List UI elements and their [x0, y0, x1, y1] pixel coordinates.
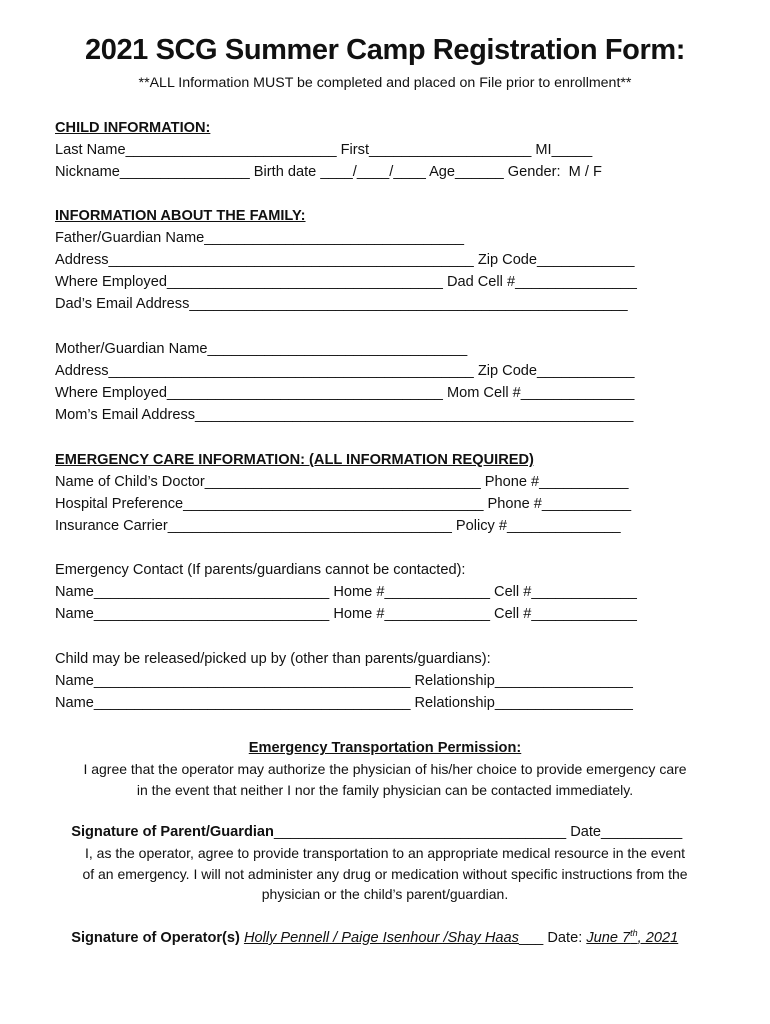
transport-text-line-1: I agree that the operator may authorize the physician of his/her choice to provide emergency care	[83, 761, 687, 777]
family-information-heading: INFORMATION ABOUT THE FAMILY:	[55, 208, 306, 224]
hospital-line[interactable]: Hospital Preference_____________________________________ Phone #___________	[55, 496, 632, 512]
emergency-care-section	[55, 449, 715, 537]
operator-statement	[0, 843, 770, 905]
operator-names: Holly Pennell / Paige Isenhour /Shay Haas	[243, 930, 519, 946]
mother-email-line[interactable]: Mom’s Email Address______________________________________________________	[55, 407, 634, 423]
emergency-contact-1-line[interactable]: Name_____________________________ Home #_____________ Cell #_____________	[55, 584, 637, 600]
operator-date-year: , 2021	[637, 930, 679, 946]
transport-permission-section	[0, 737, 770, 800]
form-title: 2021 SCG Summer Camp Registration Form:	[85, 34, 685, 66]
insurance-line[interactable]: Insurance Carrier___________________________________ Policy #______________	[55, 518, 621, 534]
father-name-line[interactable]: Father/Guardian Name________________________________	[55, 230, 464, 246]
mother-name-line[interactable]: Mother/Guardian Name________________________________	[55, 341, 468, 357]
operator-date-suffix: th	[630, 928, 638, 939]
form-subtitle: **ALL Information MUST be completed and placed on File prior to enrollment**	[138, 75, 632, 91]
father-employed-line[interactable]: Where Employed__________________________________ Dad Cell #_______________	[55, 274, 637, 290]
operator-text-line-3: physician or the child’s parent/guardian.	[261, 886, 509, 902]
child-information-section	[55, 117, 715, 183]
child-information-heading: CHILD INFORMATION:	[55, 120, 211, 136]
operator-date-value	[586, 930, 678, 946]
mother-address-line[interactable]: Address_____________________________________________ Zip Code____________	[55, 363, 635, 379]
transport-heading: Emergency Transportation Permission:	[248, 740, 522, 756]
release-section	[55, 648, 715, 714]
operator-signature-label: Signature of Operator(s)	[71, 930, 244, 946]
child-name-line[interactable]: Last Name__________________________ First____________________ MI_____	[55, 142, 593, 158]
father-email-line[interactable]: Dad’s Email Address______________________________________________________	[55, 296, 628, 312]
family-information-section	[55, 205, 715, 315]
emergency-contact-section	[55, 559, 715, 625]
operator-date-month-day: June 7	[586, 930, 631, 946]
emergency-care-heading: EMERGENCY CARE INFORMATION: (ALL INFORMATION REQUIRED)	[55, 452, 534, 468]
release-name-1-line[interactable]: Name_______________________________________ Relationship_________________	[55, 673, 633, 689]
operator-date-label: Date:	[543, 930, 587, 946]
transport-text-line-2: in the event that neither I nor the family physician can be contacted immediately.	[136, 781, 634, 798]
release-intro: Child may be released/picked up by (other than parents/guardians):	[55, 651, 491, 667]
release-name-2-line[interactable]: Name_______________________________________ Relationship_________________	[55, 695, 633, 711]
parent-signature-label: Signature of Parent/Guardian	[71, 824, 274, 840]
doctor-line[interactable]: Name of Child’s Doctor__________________________________ Phone #___________	[55, 474, 629, 490]
mother-employed-line[interactable]: Where Employed__________________________________ Mom Cell #______________	[55, 385, 635, 401]
mother-information-section	[55, 338, 715, 426]
operator-signature-blank: ___	[518, 930, 544, 946]
parent-signature-line[interactable]	[55, 799, 683, 840]
operator-text-line-2: of an emergency. I will not administer any drug or medication without specific instructions from the	[82, 865, 688, 882]
emergency-contact-intro: Emergency Contact (If parents/guardians cannot be contacted):	[55, 562, 466, 578]
parent-signature-blank[interactable]: ____________________________________ Date__________	[273, 824, 683, 840]
father-address-line[interactable]: Address_____________________________________________ Zip Code____________	[55, 252, 635, 268]
child-details-line[interactable]: Nickname________________ Birth date ____/____/____ Age______ Gender: M / F	[55, 164, 602, 180]
operator-signature-line	[55, 905, 679, 946]
emergency-contact-2-line[interactable]: Name_____________________________ Home #_____________ Cell #_____________	[55, 606, 637, 622]
operator-text-line-1: I, as the operator, agree to provide transportation to an appropriate medical resource in the event	[84, 845, 686, 861]
